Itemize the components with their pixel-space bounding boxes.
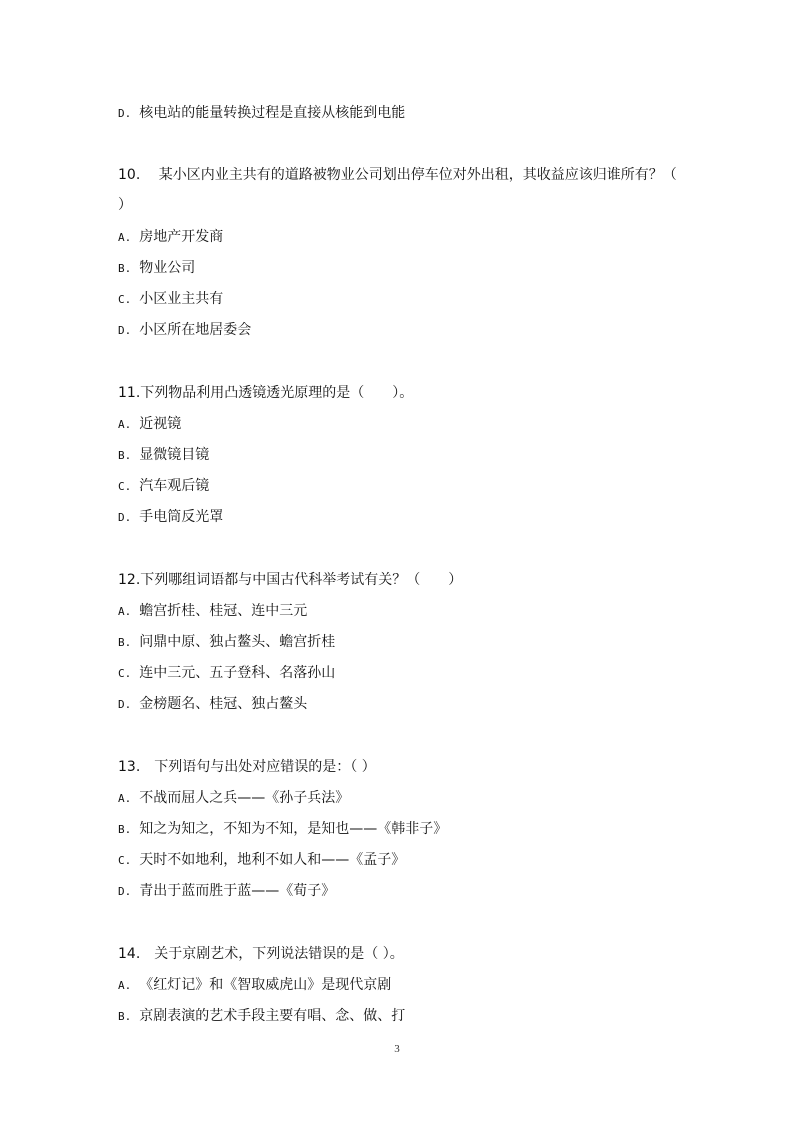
option-text: 手电筒反光罩 bbox=[139, 509, 224, 525]
option-text: 不战而屈人之兵——《孙子兵法》 bbox=[139, 790, 350, 806]
q14-option-b bbox=[118, 1007, 734, 1026]
q11-stem: 11.下列物品利用凸透镜透光原理的是（ ）。 bbox=[118, 385, 414, 401]
q12-option-c bbox=[118, 664, 734, 683]
q10-option-a bbox=[118, 228, 734, 247]
option-text: 核电站的能量转换过程是直接从核能到电能 bbox=[139, 105, 406, 121]
option-text: 金榜题名、桂冠、独占鳌头 bbox=[139, 696, 308, 712]
q11-option-a bbox=[118, 415, 734, 434]
option-label: A. bbox=[118, 979, 132, 992]
option-label: B. bbox=[118, 636, 132, 649]
q9-option-d bbox=[118, 104, 734, 123]
option-text: 连中三元、五子登科、名落孙山 bbox=[139, 665, 336, 681]
option-text: 京剧表演的艺术手段主要有唱、念、做、打 bbox=[139, 1008, 406, 1024]
option-label: B. bbox=[118, 262, 132, 275]
option-text: 《红灯记》和《智取威虎山》是现代京剧 bbox=[139, 977, 392, 993]
option-label: D. bbox=[118, 698, 132, 711]
q10-option-b bbox=[118, 259, 734, 278]
q13-stem: 13. 下列语句与出处对应错误的是：（ ） bbox=[118, 759, 376, 775]
option-label: B. bbox=[118, 1010, 132, 1023]
option-text: 青出于蓝而胜于蓝——《荀子》 bbox=[139, 883, 336, 899]
option-label: A. bbox=[118, 231, 132, 244]
option-text: 知之为知之，不知为不知，是知也——《韩非子》 bbox=[139, 821, 448, 837]
option-text: 天时不如地利，地利不如人和——《孟子》 bbox=[139, 852, 406, 868]
option-label: D. bbox=[118, 885, 132, 898]
q11-option-c bbox=[118, 477, 734, 496]
option-label: A. bbox=[118, 418, 132, 431]
option-label: B. bbox=[118, 823, 132, 836]
option-text: 显微镜目镜 bbox=[139, 447, 210, 463]
option-label: C. bbox=[118, 667, 132, 680]
q13-option-a bbox=[118, 789, 734, 808]
option-label: A. bbox=[118, 605, 132, 618]
q10-option-d bbox=[118, 321, 734, 340]
q12-option-d bbox=[118, 695, 734, 714]
q10-option-c bbox=[118, 290, 734, 309]
option-text: 汽车观后镜 bbox=[139, 478, 210, 494]
option-text: 物业公司 bbox=[139, 260, 196, 276]
q12-stem: 12.下列哪组词语都与中国古代科举考试有关？（ ） bbox=[118, 572, 463, 588]
option-label: C. bbox=[118, 293, 132, 306]
option-text: 小区业主共有 bbox=[139, 291, 224, 307]
option-label: C. bbox=[118, 854, 132, 867]
option-label: D. bbox=[118, 511, 132, 524]
option-text: 问鼎中原、独占鳌头、蟾宫折桂 bbox=[139, 634, 336, 650]
page-number: 3 bbox=[394, 1043, 400, 1055]
q14-option-a bbox=[118, 976, 734, 995]
q11-option-b bbox=[118, 446, 734, 465]
option-label: D. bbox=[118, 107, 132, 120]
option-text: 近视镜 bbox=[139, 416, 182, 432]
option-label: B. bbox=[118, 449, 132, 462]
option-label: D. bbox=[118, 324, 132, 337]
q10-stem: 10. 某小区内业主共有的道路被物业公司划出停车位对外出租，其收益应该归谁所有？（ bbox=[118, 167, 677, 183]
q13-option-c bbox=[118, 851, 734, 870]
option-text: 小区所在地居委会 bbox=[139, 322, 252, 338]
q11-option-d bbox=[118, 508, 734, 527]
q12-option-a bbox=[118, 602, 734, 621]
option-label: A. bbox=[118, 792, 132, 805]
option-text: 房地产开发商 bbox=[139, 229, 224, 245]
option-label: C. bbox=[118, 480, 132, 493]
q12-option-b bbox=[118, 633, 734, 652]
q13-option-b bbox=[118, 820, 734, 839]
q10-stem-continuation: ） bbox=[118, 197, 132, 213]
q14-stem: 14. 关于京剧艺术，下列说法错误的是（ ）。 bbox=[118, 946, 404, 962]
q13-option-d bbox=[118, 882, 734, 901]
option-text: 蟾宫折桂、桂冠、连中三元 bbox=[139, 603, 308, 619]
